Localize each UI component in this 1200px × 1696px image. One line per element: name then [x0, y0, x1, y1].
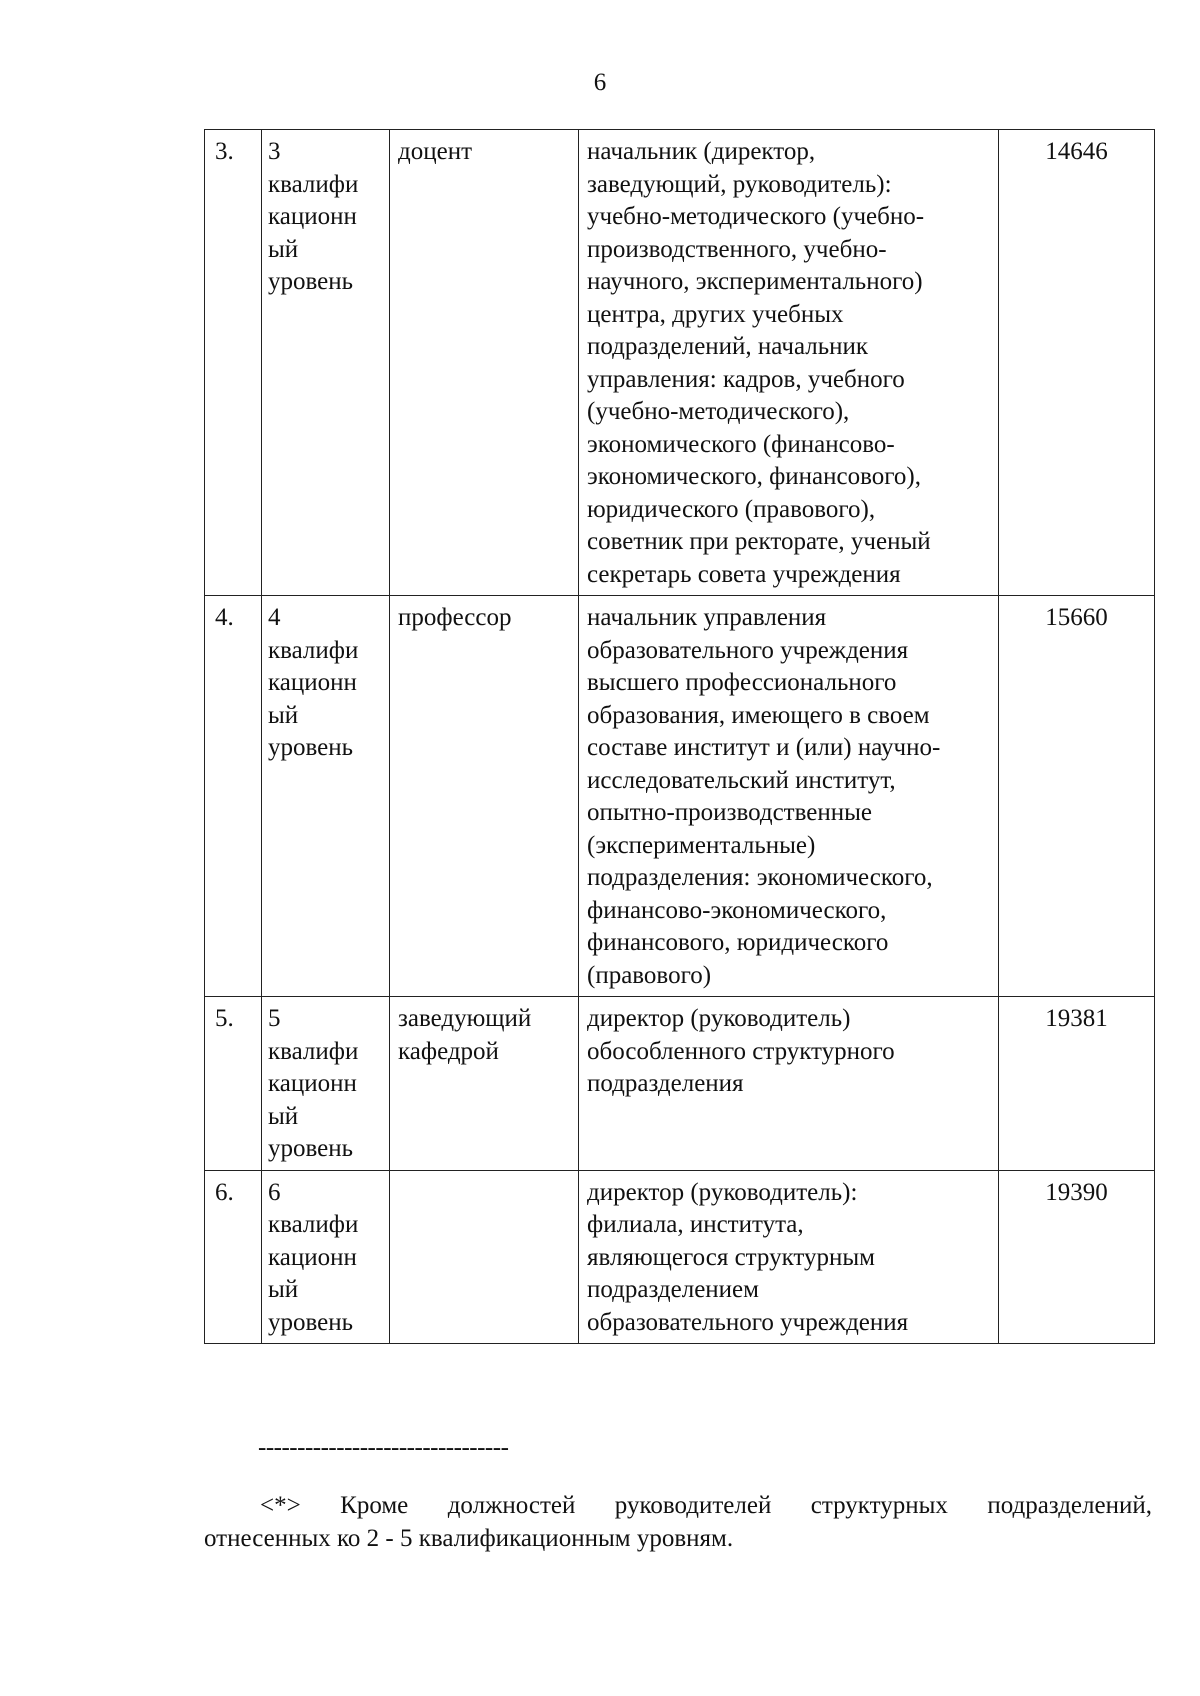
- description-line: опытно-производственные: [587, 799, 872, 826]
- qualification-level-line: ый: [268, 235, 299, 263]
- description-cell: [579, 130, 999, 596]
- qualification-level-line: ый: [268, 1276, 299, 1303]
- qualification-level-line: кационн: [268, 1070, 357, 1097]
- row-number-cell: 6.: [205, 1170, 262, 1344]
- row-number-cell: 4.: [205, 596, 262, 997]
- description-cell: [579, 997, 999, 1171]
- description-line: подразделением: [587, 1276, 759, 1303]
- description-line: филиала, института,: [587, 1211, 804, 1238]
- description-line: секретарь совета учреждения: [587, 560, 901, 588]
- table-row: [205, 130, 1155, 596]
- description-line: (экспериментальные): [587, 831, 816, 859]
- description-line: составе институт и (или) научно-: [587, 734, 941, 761]
- description-line: финансово-экономического,: [587, 896, 887, 924]
- description-line: директор (руководитель):: [587, 1178, 858, 1206]
- table-row: [205, 1170, 1155, 1344]
- table-body: [205, 130, 1155, 1344]
- description-line: образовательного учреждения: [587, 636, 909, 664]
- qualification-level-line: 6: [268, 1178, 281, 1206]
- salary-cell: 15660: [999, 596, 1155, 997]
- description-line: экономического (финансово-: [587, 430, 895, 458]
- qualification-level-line: квалифи: [268, 170, 359, 198]
- position-line: доцент: [398, 138, 472, 165]
- description-line: начальник управления: [587, 604, 827, 631]
- qualification-level-line: ый: [268, 701, 299, 729]
- footnote-line-1: <*> Кроме должностей руководителей структурных подразделений,: [260, 1492, 1152, 1519]
- description-line: начальник (директор,: [587, 138, 816, 165]
- qualification-level-cell: [262, 596, 390, 997]
- table-row: [205, 997, 1155, 1171]
- description-line: являющегося структурным: [587, 1243, 875, 1271]
- description-line: учебно-методического (учебно-: [587, 203, 925, 230]
- description-line: директор (руководитель): [587, 1005, 851, 1032]
- description-line: высшего профессионального: [587, 669, 897, 696]
- description-cell: [579, 596, 999, 997]
- qualification-level-line: 5: [268, 1005, 281, 1032]
- row-number-cell: 3.: [205, 130, 262, 596]
- description-line: подразделений, начальник: [587, 333, 869, 360]
- qualification-level-line: кационн: [268, 203, 357, 230]
- position-cell: [390, 596, 579, 997]
- salary-cell: 19390: [999, 1170, 1155, 1344]
- salary-cell: 19381: [999, 997, 1155, 1171]
- salary-cell: 14646: [999, 130, 1155, 596]
- qualification-level-line: квалифи: [268, 636, 359, 664]
- position-line: заведующий: [398, 1005, 532, 1032]
- qualification-level-cell: [262, 1170, 390, 1344]
- description-line: производственного, учебно-: [587, 235, 887, 263]
- position-cell: [390, 997, 579, 1171]
- description-line: научного, экспериментального): [587, 268, 923, 295]
- qualification-level-line: уровень: [268, 734, 354, 761]
- description-line: юридического (правового),: [587, 495, 876, 523]
- description-line: заведующий, руководитель):: [587, 170, 892, 198]
- description-line: (учебно-методического),: [587, 398, 850, 425]
- qualification-level-line: кационн: [268, 669, 357, 696]
- qualification-level-line: уровень: [268, 1308, 354, 1336]
- description-line: образования, имеющего в своем: [587, 701, 930, 729]
- footnote: [204, 1489, 1152, 1555]
- page-number: 6: [593, 69, 607, 96]
- description-line: (правового): [587, 961, 712, 989]
- position-line: кафедрой: [398, 1037, 499, 1065]
- description-line: образовательного учреждения: [587, 1308, 909, 1336]
- footnote-separator: --------------------------------: [258, 1434, 509, 1461]
- qualification-level-line: уровень: [268, 268, 354, 295]
- qualification-level-cell: [262, 997, 390, 1171]
- position-cell: [390, 130, 579, 596]
- qualification-level-line: ый: [268, 1102, 299, 1130]
- description-line: центра, других учебных: [587, 300, 844, 328]
- description-line: финансового, юридического: [587, 929, 889, 956]
- qualification-level-line: квалифи: [268, 1211, 359, 1238]
- table-row: [205, 596, 1155, 997]
- description-line: исследовательский институт,: [587, 766, 896, 794]
- description-line: управления: кадров, учебного: [587, 365, 905, 393]
- qualification-level-line: кационн: [268, 1243, 357, 1271]
- position-cell: [390, 1170, 579, 1344]
- row-number-cell: 5.: [205, 997, 262, 1171]
- qualification-level-line: 4: [268, 604, 281, 631]
- description-line: обособленного структурного: [587, 1037, 895, 1065]
- description-line: экономического, финансового),: [587, 463, 921, 490]
- qualification-level-line: 3: [268, 138, 281, 165]
- qualification-level-line: уровень: [268, 1135, 354, 1162]
- position-line: профессор: [398, 604, 512, 631]
- description-line: советник при ректорате, ученый: [587, 528, 931, 555]
- description-line: подразделения: экономического,: [587, 864, 933, 891]
- qualification-levels-table: [204, 129, 1155, 1344]
- qualification-level-line: квалифи: [268, 1037, 359, 1065]
- description-cell: [579, 1170, 999, 1344]
- footnote-line-2: отнесенных ко 2 - 5 квалификационным уровням.: [204, 1525, 734, 1552]
- description-line: подразделения: [587, 1070, 744, 1097]
- qualification-level-cell: [262, 130, 390, 596]
